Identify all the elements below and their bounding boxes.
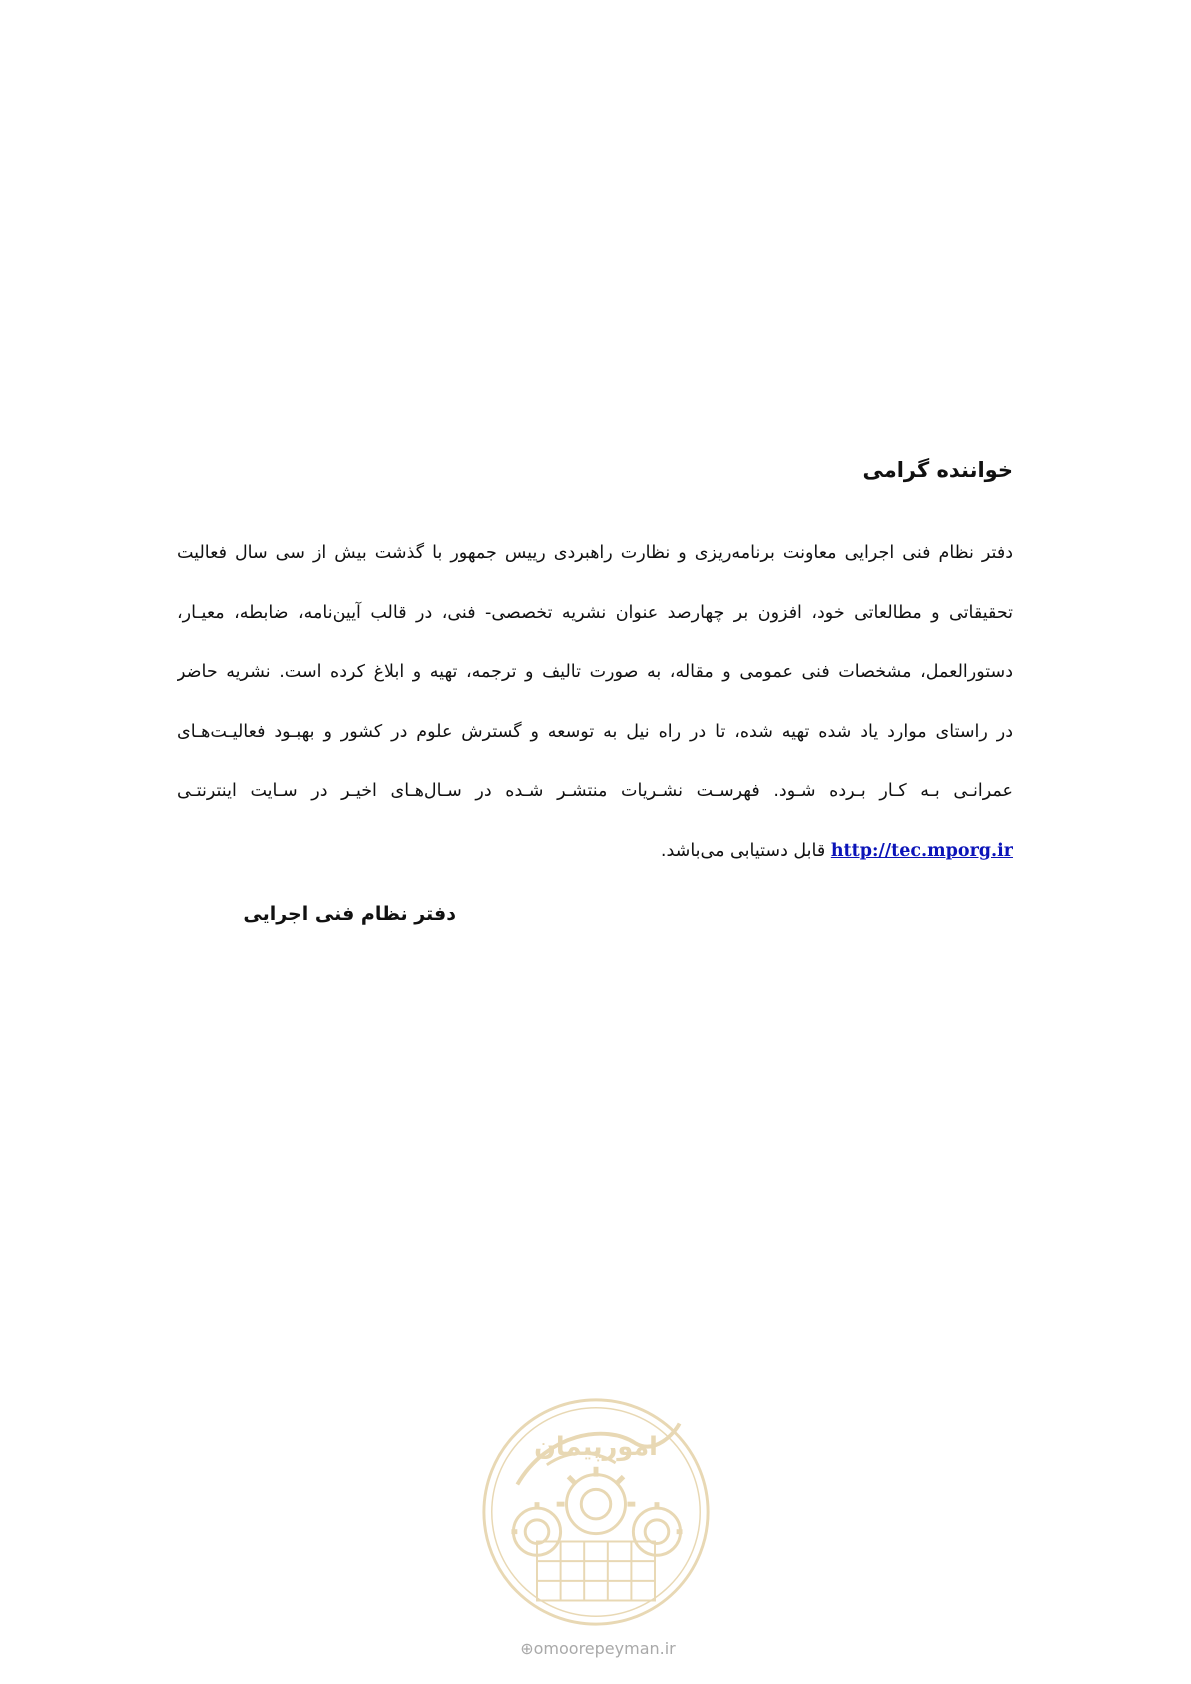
globe-icon: ⊕ <box>520 1639 534 1658</box>
paragraph-last-line <box>177 822 1013 882</box>
link-trailing-text: قابل دستیابی می‌باشد. <box>660 840 831 861</box>
watermark-logo-text: امورپیمان <box>534 1431 658 1462</box>
paragraph-line: عمرانـی بـه کـار بـرده شـود. فهرسـت نشـریات منتشـر شـده در سـال‌هـای اخیـر در سـایت اینترنتـی <box>177 781 1013 802</box>
page-heading: خواننده گرامی <box>862 458 1013 482</box>
paragraph-line: دستورالعمل، مشخصات فنی عمومی و مقاله، به صورت تالیف و ترجمه، تهیه و ابلاغ کرده است. نشریه حاضر <box>177 662 1013 683</box>
paragraph-line: تحقیقاتی و مطالعاتی خود، افزون بر چهارصد عنوان نشریه تخصصی- فنی، در قالب آیین‌نامه، ضابطه، معیـار، <box>177 602 1013 623</box>
body-paragraph <box>177 524 1013 882</box>
watermark-url-text: omoorepeyman.ir <box>533 1639 676 1658</box>
watermark-logo <box>478 1394 714 1630</box>
paragraph-line: دفتر نظام فنی اجرایی معاونت برنامه‌ریزی و نظارت راهبردی رییس جمهور با گذشت بیش از سی سال فعالیت <box>177 543 1013 563</box>
watermark-url <box>488 1639 708 1658</box>
website-link[interactable]: http://tec.mporg.ir <box>830 840 1013 861</box>
signature: دفتر نظام فنی اجرایی <box>243 903 456 925</box>
paragraph-line: در راستای موارد یاد شده تهیه شده، تا در راه نیل به توسعه و گسترش علوم در کشور و بهبـود فعالیـت‌هـای <box>177 721 1013 742</box>
